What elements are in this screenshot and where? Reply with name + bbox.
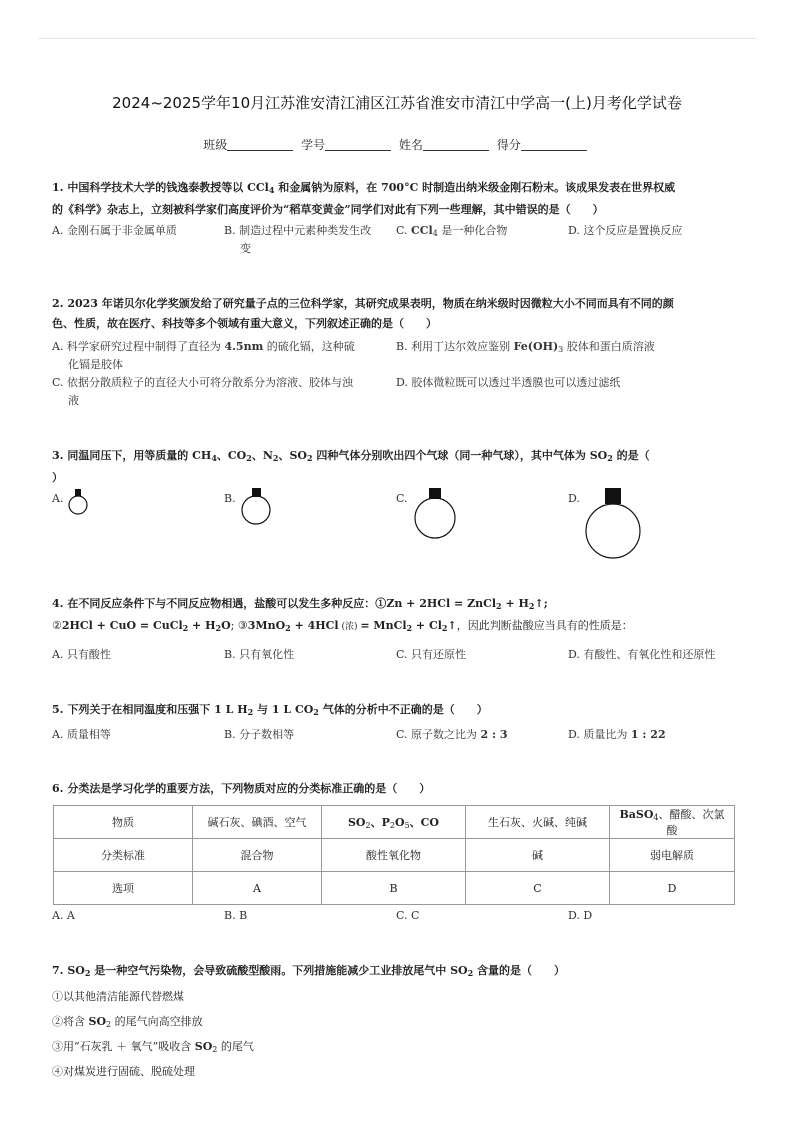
question-7-stem: 7. $SO_2$ 是一种空气污染物，会导致硫酸型酸雨。下列措施能减少工业排放尾气中 $SO_2$ 含量的是（ ）	[52, 964, 566, 978]
q1-option-d[interactable]: D. 这个反应是置换反应	[568, 224, 683, 237]
score-label: 得分	[496, 138, 521, 152]
q4-option-d[interactable]: D. 有酸性、有氧化性和还原性	[568, 648, 716, 661]
q7-item-2: ②将含 $SO_2$ 的尾气向高空排放	[52, 1015, 203, 1029]
table-cell: 混合物	[193, 839, 322, 872]
q5-option-a[interactable]: A. 质量相等	[52, 728, 111, 741]
q4-option-c[interactable]: C. 只有还原性	[396, 648, 467, 661]
q3-option-b[interactable]: B.	[224, 492, 236, 505]
question-5-stem: 5. 下列关于在相同温度和压强下 1 L $H_2$ 与 1 L $CO_2$ 气体的分析中不正确的是（ ）	[52, 703, 488, 717]
table-cell: BaSO$_4$、醋酸、次氯酸	[610, 806, 735, 839]
q4-option-a[interactable]: A. 只有酸性	[52, 648, 111, 661]
q7-item-1: ①以其他清洁能源代替燃煤	[52, 990, 184, 1003]
q5-option-c[interactable]: C. 原子数之比为 2 : 3	[396, 728, 508, 741]
classification-table	[53, 805, 735, 905]
question-4-stem: 4. 在不同反应条件下与不同反应物相遇，盐酸可以发生多种反应：①Zn + 2HCl = ZnCl$_2$ + $H_2↑$; ②2HCl + CuO = CuCl$_2$ + $H_2O$; ③3MnO$_2$ + 4HCl (浓) = MnCl$_2$ + $Cl_2↑$，因此判断盐酸应当具有的性质是：	[52, 597, 633, 633]
table-cell: C	[466, 872, 610, 905]
q6-option-c[interactable]: C. C	[396, 909, 420, 922]
balloon-c	[415, 488, 455, 538]
table-cell: B	[322, 872, 466, 905]
q6-option-b[interactable]: B. B	[224, 909, 248, 922]
table-cell: 分类标准	[54, 839, 193, 872]
q5-option-d[interactable]: D. 质量比为 1 : 22	[568, 728, 666, 741]
class-label: 班级	[203, 138, 228, 152]
table-cell: A	[193, 872, 322, 905]
balloon-d	[586, 488, 640, 558]
table-cell: 选项	[54, 872, 193, 905]
q2-option-c[interactable]: C. 依据分散质粒子的直径大小可将分散系分为溶液、胶体与浊 液	[52, 376, 354, 407]
q3-option-c[interactable]: C.	[396, 492, 408, 505]
q6-option-d[interactable]: D. D	[568, 909, 593, 922]
table-row	[54, 806, 735, 839]
question-1-stem: 1. 中国科学技术大学的钱逸泰教授等以 CCl$_4$ 和金属钠为原料，在 700°C 时制造出纳米级金刚石粉末。该成果发表在世界权威 的《科学》杂志上，立刻被科学家们高度评价为“稻草变黄金”同学们对此有下列一些理解，其中错误的是（ ）	[52, 181, 676, 216]
question-6-stem: 6. 分类法是学习化学的重要方法，下列物质对应的分类标准正确的是（ ）	[52, 782, 431, 795]
table-cell: 碱石灰、碘酒、空气	[193, 806, 322, 839]
number-label: 学号	[301, 138, 326, 152]
q1-option-a[interactable]: A. 金刚石属于非金属单质	[52, 224, 177, 237]
q2-option-b[interactable]: B. 利用丁达尔效应鉴别 $Fe(OH)_3$ 胶体和蛋白质溶液	[396, 340, 655, 354]
question-3-stem: 3. 同温同压下，用等质量的 $CH_4$、$CO_2$、$N_2$、$SO_2$ 四种气体分别吹出四个气球（同一种气球），其中气体为 $SO_2$ 的是（ ）	[52, 449, 650, 484]
table-cell: D	[610, 872, 735, 905]
table-row	[54, 839, 735, 872]
q7-item-3: ③用“石灰乳 ＋ 氧气”吸收含 $SO_2$ 的尾气	[52, 1040, 254, 1054]
table-cell: 生石灰、火碱、纯碱	[466, 806, 610, 839]
page-title: 2024~2025学年10月江苏淮安清江浦区江苏省淮安市清江中学高一(上)月考化学试卷	[112, 94, 682, 112]
table-cell: 弱电解质	[610, 839, 735, 872]
table-cell: 酸性氧化物	[322, 839, 466, 872]
table-cell: 碱	[466, 839, 610, 872]
question-2-stem: 2. 2023 年诺贝尔化学奖颁发给了研究量子点的三位科学家，其研究成果表明，物质在纳米级时因微粒大小不同而具有不同的颜 色、性质，故在医疗、科技等多个领域有重大意义，下列叙述正确的是（ ）	[52, 297, 674, 330]
balloon-a	[69, 489, 87, 514]
q7-item-4: ④对煤炭进行固硫、脱硫处理	[52, 1065, 195, 1078]
q5-option-b[interactable]: B. 分子数相等	[224, 728, 295, 741]
balloon-b	[242, 488, 270, 524]
q4-option-b[interactable]: B. 只有氧化性	[224, 648, 295, 661]
q3-option-a[interactable]: A.	[52, 492, 64, 505]
q3-option-d[interactable]: D.	[568, 492, 580, 505]
name-label: 姓名	[398, 138, 423, 152]
table-cell: $SO_2$、$P_2O_5$、CO	[322, 806, 466, 839]
q1-option-b[interactable]: B. 制造过程中元素种类发生改 变	[224, 224, 372, 255]
q1-option-c[interactable]: C. CCl$_4$ 是一种化合物	[396, 224, 508, 238]
q2-option-a[interactable]: A. 科学家研究过程中制得了直径为 4.5nm 的硫化镉，这种硫 化镉是胶体	[52, 340, 355, 371]
q2-option-d[interactable]: D. 胶体微粒既可以透过半透膜也可以透过滤纸	[396, 376, 621, 389]
q6-option-a[interactable]: A. A	[52, 909, 75, 922]
table-row	[54, 872, 735, 905]
table-cell: 物质	[54, 806, 193, 839]
